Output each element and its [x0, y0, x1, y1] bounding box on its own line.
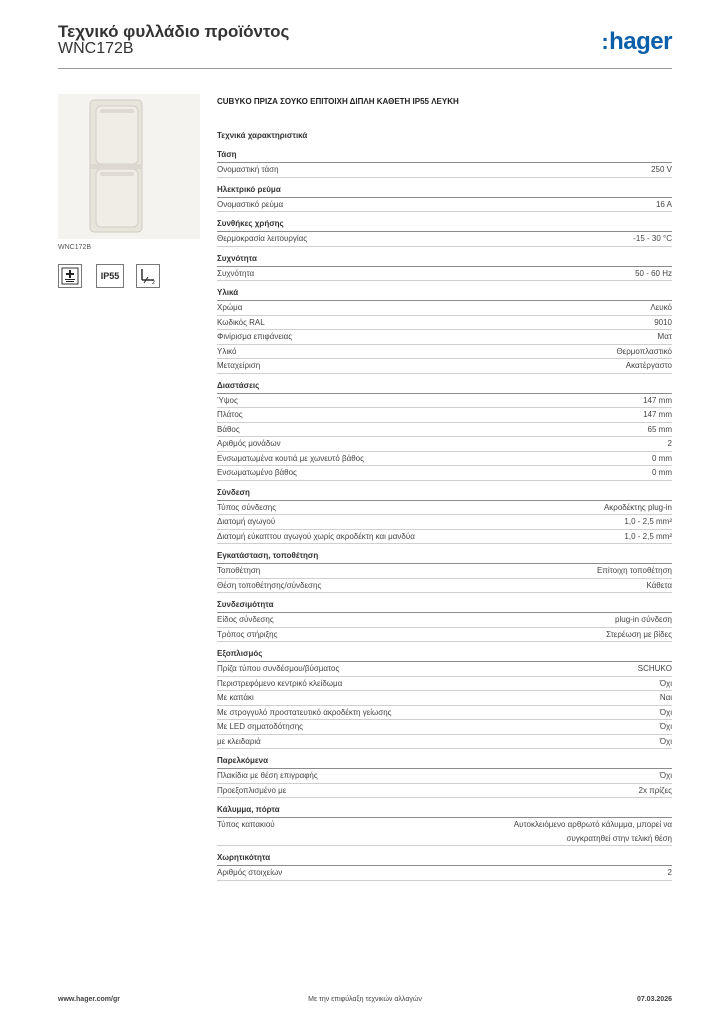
spec-section	[217, 647, 672, 749]
hager-logo[interactable]: :hager	[601, 28, 672, 55]
spec-value: 147 mm	[643, 410, 672, 419]
document-subtitle: WNC172B	[58, 40, 134, 57]
spec-label: Προεξοπλισμένο με	[217, 785, 287, 795]
product-code-label: WNC172B	[58, 244, 92, 251]
spec-label: Τοποθέτηση	[217, 566, 261, 575]
section-title: Εξοπλισμός	[217, 647, 672, 662]
spec-label: Τρόπος στήριξης	[217, 629, 278, 639]
spec-row	[217, 613, 672, 628]
spec-label: με κλειδαριά	[217, 736, 261, 746]
spec-label: Αριθμός στοιχείων	[217, 868, 283, 877]
spec-row	[217, 677, 672, 692]
spec-row	[217, 408, 672, 423]
spec-label: Με LED σηματοδότησης	[217, 722, 303, 731]
spec-label: Περιστρεφόμενο κεντρικό κλείδωμα	[217, 678, 343, 688]
spec-section	[217, 851, 672, 881]
spec-value: Επίτοιχη τοποθέτηση	[596, 566, 672, 575]
spec-value: 250 V	[651, 165, 672, 174]
spec-row	[217, 330, 672, 345]
ground-plus-icon	[58, 264, 82, 288]
spec-value: Όχι	[659, 722, 672, 731]
footer-date: 07.03.2026	[636, 996, 672, 1003]
spec-value: 16 A	[655, 199, 672, 209]
spec-label: Συχνότητα	[217, 268, 255, 278]
section-title: Τάση	[217, 148, 672, 163]
spec-row	[217, 232, 672, 247]
spec-label: Αριθμός μονάδων	[217, 439, 281, 448]
ip55-badge: IP55	[96, 264, 124, 288]
product-image	[58, 94, 200, 239]
section-title: Χωρητικότητα	[217, 851, 672, 866]
section-title: Υλικά	[217, 286, 672, 301]
spec-label: Χρώμα	[217, 303, 243, 312]
hook-mount-icon	[136, 264, 160, 288]
spec-row	[217, 691, 672, 706]
spec-label: Με στρογγυλό προστατευτικό ακροδέκτη γείωσης	[217, 707, 392, 717]
spec-label: Διατομή αγωγού	[217, 517, 276, 526]
spec-label: Ονομαστική τάση	[217, 165, 279, 174]
spec-row	[217, 662, 672, 677]
spec-row	[217, 515, 672, 530]
spec-section	[217, 183, 672, 213]
spec-section	[217, 598, 672, 642]
header-divider	[58, 68, 672, 69]
spec-value: plug-in σύνδεση	[615, 615, 672, 624]
spec-value: Ακροδέκτης plug-in	[603, 502, 672, 512]
tech-specs-heading: Τεχνικά χαρακτηριστικά	[217, 131, 308, 140]
spec-label: Ενσωματωμένο βάθος	[217, 468, 297, 477]
spec-label: Πλακίδια με θέση επιγραφής	[217, 771, 318, 780]
spec-row	[217, 706, 672, 721]
svg-text:2: 2	[152, 280, 155, 286]
spec-value: 1,0 - 2,5 mm²	[624, 517, 672, 526]
spec-label: Τύπος καπακιού	[217, 820, 275, 829]
spec-row	[217, 769, 672, 784]
spec-value: Όχι	[659, 707, 672, 717]
spec-row	[217, 359, 672, 374]
document-header	[58, 22, 672, 68]
footer-url[interactable]: www.hager.com/gr	[58, 996, 120, 1003]
section-title: Σύνδεση	[217, 486, 672, 501]
spec-row	[217, 579, 672, 594]
spec-label: Βάθος	[217, 424, 240, 434]
spec-row	[217, 720, 672, 735]
spec-label: Τύπος σύνδεσης	[217, 502, 277, 512]
spec-row	[217, 466, 672, 481]
spec-value: Ναι	[659, 693, 672, 702]
spec-value: 0 mm	[652, 468, 672, 477]
spec-row	[217, 345, 672, 360]
spec-row	[217, 163, 672, 178]
spec-row	[217, 301, 672, 316]
spec-label: Μεταχείριση	[217, 361, 261, 370]
spec-label: Πλάτος	[217, 410, 243, 419]
spec-section	[217, 549, 672, 593]
document-title: Τεχνικό φυλλάδιο προϊόντος	[58, 22, 290, 41]
spec-row	[217, 530, 672, 545]
spec-value: Όχι	[659, 736, 672, 746]
spec-row	[217, 501, 672, 516]
spec-label: Διατομή εύκαπτου αγωγού χωρίς ακροδέκτη και μανδύα	[217, 531, 415, 541]
logo-text: hager	[609, 28, 672, 55]
spec-label: Με καπάκι	[217, 693, 254, 702]
spec-value: 65 mm	[647, 424, 672, 434]
spec-row	[217, 394, 672, 409]
spec-label: Θερμοκρασία λειτουργίας	[217, 234, 308, 243]
spec-value: 0 mm	[652, 453, 672, 463]
spec-value: 1,0 - 2,5 mm²	[624, 531, 672, 541]
spec-label: Θέση τοποθέτησης/σύνδεσης	[217, 580, 322, 590]
spec-sections	[217, 148, 672, 881]
section-title: Συχνότητα	[217, 252, 672, 267]
section-title: Διαστάσεις	[217, 379, 672, 394]
spec-label: Φινίρισμα επιφάνειας	[217, 332, 293, 341]
spec-section	[217, 148, 672, 178]
spec-value: Ματ	[657, 332, 672, 341]
spec-label: Υλικό	[217, 346, 237, 356]
spec-row	[217, 784, 672, 799]
spec-row	[217, 452, 672, 467]
spec-value: -15 - 30 °C	[633, 234, 672, 243]
spec-value: 50 - 60 Hz	[635, 268, 672, 278]
spec-row	[217, 316, 672, 331]
spec-row	[217, 198, 672, 213]
spec-row	[217, 423, 672, 438]
spec-label: Ενσωματωμένα κουτιά με χωνευτό βάθος	[217, 453, 364, 463]
spec-value: Θερμοπλαστικό	[616, 346, 672, 356]
section-title: Εγκατάσταση, τοποθέτηση	[217, 549, 672, 564]
spec-row	[217, 437, 672, 452]
spec-value: 2x πρίζες	[638, 785, 672, 795]
spec-section	[217, 286, 672, 374]
spec-label: Πρίζα τύπου συνδέσμου/βύσματος	[217, 664, 340, 673]
spec-value: Όχι	[659, 678, 672, 688]
spec-row	[217, 267, 672, 282]
spec-value: 9010	[654, 317, 672, 327]
spec-row	[217, 735, 672, 750]
spec-label: Είδος σύνδεσης	[217, 615, 274, 624]
spec-section	[217, 754, 672, 798]
spec-value: 147 mm	[643, 395, 672, 405]
section-title: Συνθήκες χρήσης	[217, 217, 672, 232]
section-title: Συνδεσιμότητα	[217, 598, 672, 613]
spec-value: Στερέωση με βίδες	[606, 629, 672, 639]
spec-row	[217, 818, 672, 846]
spec-value: Λευκό	[650, 303, 672, 312]
spec-row	[217, 628, 672, 643]
product-name: CUBYKO ΠΡΙΖΑ ΣΟΥΚΟ ΕΠΙΤΟΙΧΗ ΔΙΠΛΗ ΚΑΘΕΤΗ IP55 ΛΕΥΚΗ	[217, 97, 459, 106]
spec-section	[217, 252, 672, 282]
spec-section	[217, 379, 672, 481]
spec-label: Ύψος	[217, 395, 238, 405]
spec-section	[217, 486, 672, 545]
section-title: Παρελκόμενα	[217, 754, 672, 769]
section-title: Ηλεκτρικό ρεύμα	[217, 183, 672, 198]
spec-label: Ονομαστικό ρεύμα	[217, 199, 284, 209]
spec-section	[217, 803, 672, 846]
spec-label: Κωδικός RAL	[217, 317, 265, 327]
spec-value: Όχι	[659, 771, 672, 780]
spec-value: Κάθετα	[646, 580, 672, 590]
spec-value: SCHUKO	[637, 664, 672, 673]
specifications-panel	[217, 95, 672, 881]
spec-section	[217, 217, 672, 247]
spec-row	[217, 866, 672, 881]
spec-row	[217, 564, 672, 579]
spec-value: 2	[667, 439, 672, 448]
spec-value: 2	[667, 868, 672, 877]
section-title: Κάλυμμα, πόρτα	[217, 803, 672, 818]
footer-note: Με την επιφύλαξη τεχνικών αλλαγών	[308, 996, 422, 1003]
spec-value: Αυτοκλειόμενο αρθρωτό κάλυμμα, μπορεί να συγκρατηθεί στην τελική θέση	[513, 820, 672, 843]
spec-value: Ακατέργαστο	[625, 361, 672, 370]
